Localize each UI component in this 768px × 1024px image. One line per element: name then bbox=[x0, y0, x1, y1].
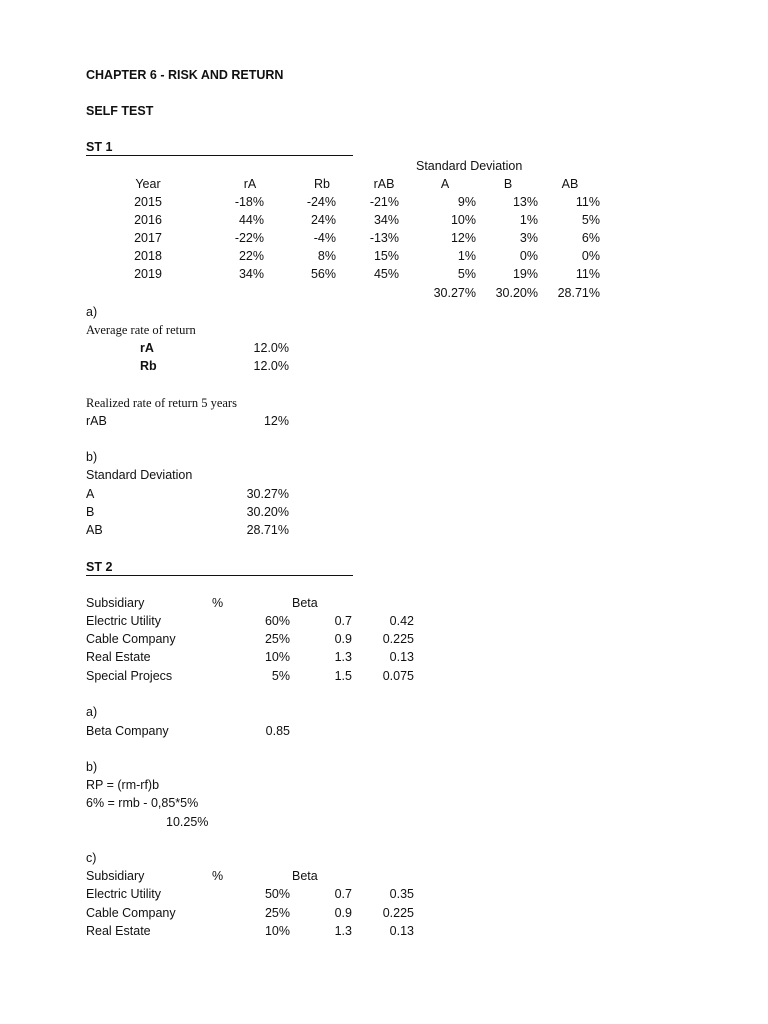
cell-subsidiary: Electric Utility bbox=[86, 887, 162, 901]
cell-subsidiary: Real Estate bbox=[86, 650, 151, 664]
st2-col-subsidiary: Subsidiary bbox=[86, 596, 145, 610]
cell-percent: 5% bbox=[271, 669, 290, 683]
list-item-value: 30.27% bbox=[246, 487, 289, 501]
beta-company-value: 0.85 bbox=[265, 724, 290, 738]
cell-percent: 50% bbox=[264, 887, 290, 901]
cell-weighted: 0.13 bbox=[389, 924, 414, 938]
cell-rab: -21% bbox=[369, 195, 399, 209]
cell-percent: 25% bbox=[264, 632, 290, 646]
avg-ra-label: rA bbox=[140, 341, 154, 355]
cell-b: 13% bbox=[512, 195, 538, 209]
cell-beta: 0.7 bbox=[334, 614, 352, 628]
cell-a: 5% bbox=[457, 267, 476, 281]
cell-beta: 1.3 bbox=[334, 924, 352, 938]
realized-return-label: Realized rate of return 5 years bbox=[86, 396, 237, 410]
st1-heading: ST 1 bbox=[86, 140, 113, 154]
formula-line-2: 6% = rmb - 0,85*5% bbox=[86, 796, 199, 810]
rab-label: rAB bbox=[86, 414, 107, 428]
cell-beta: 0.9 bbox=[334, 906, 352, 920]
list-item-value: 30.20% bbox=[246, 505, 289, 519]
cell-weighted: 0.35 bbox=[389, 887, 414, 901]
cell-ra: 34% bbox=[238, 267, 264, 281]
cell-ra: -22% bbox=[234, 231, 264, 245]
cell-year: 2015 bbox=[134, 195, 162, 209]
cell-percent: 25% bbox=[264, 906, 290, 920]
cell-rb: -4% bbox=[313, 231, 336, 245]
formula-result: 10.25% bbox=[166, 815, 209, 829]
st1-col-a: A bbox=[440, 177, 450, 191]
avg-rb-label: Rb bbox=[140, 359, 157, 373]
cell-ab: 11% bbox=[575, 195, 600, 209]
cell-subsidiary: Real Estate bbox=[86, 924, 151, 938]
std-dev-heading: Standard Deviation bbox=[416, 159, 523, 173]
cell-a: 1% bbox=[457, 249, 476, 263]
cell-percent: 10% bbox=[264, 650, 290, 664]
page-title: CHAPTER 6 - RISK AND RETURN bbox=[86, 68, 284, 82]
st1-rule bbox=[86, 155, 353, 156]
sd-label: Standard Deviation bbox=[86, 468, 193, 482]
cell-subsidiary: Electric Utility bbox=[86, 614, 162, 628]
cell-rb: 24% bbox=[310, 213, 336, 227]
avg-ra-value: 12.0% bbox=[253, 341, 289, 355]
self-test-heading: SELF TEST bbox=[86, 104, 154, 118]
cell-rab: 34% bbox=[373, 213, 399, 227]
total-b: 30.20% bbox=[495, 286, 538, 300]
cell-weighted: 0.13 bbox=[389, 650, 414, 664]
cell-rb: 56% bbox=[310, 267, 336, 281]
list-item: AB bbox=[86, 523, 103, 537]
formula-line-1: RP = (rm-rf)b bbox=[86, 778, 160, 792]
cell-subsidiary: Cable Company bbox=[86, 906, 176, 920]
rab-value: 12% bbox=[263, 414, 289, 428]
cell-b: 0% bbox=[519, 249, 538, 263]
cell-year: 2017 bbox=[134, 231, 162, 245]
st1-col-ra: rA bbox=[243, 177, 257, 191]
st1-part-a-label: a) bbox=[86, 305, 98, 319]
cell-beta: 1.5 bbox=[334, 669, 352, 683]
st1-col-rab: rAB bbox=[373, 177, 395, 191]
cell-rab: -13% bbox=[369, 231, 399, 245]
cell-ra: -18% bbox=[234, 195, 264, 209]
st2-col-beta: Beta bbox=[292, 596, 318, 610]
cell-a: 9% bbox=[457, 195, 476, 209]
cell-year: 2018 bbox=[134, 249, 162, 263]
cell-beta: 0.7 bbox=[334, 887, 352, 901]
cell-subsidiary: Cable Company bbox=[86, 632, 176, 646]
cell-rab: 15% bbox=[373, 249, 399, 263]
list-item-value: 28.71% bbox=[246, 523, 289, 537]
st1-col-year: Year bbox=[135, 177, 161, 191]
st2-col-percent: % bbox=[212, 596, 224, 610]
st2-part-b-label: b) bbox=[86, 760, 98, 774]
st1-part-b-label: b) bbox=[86, 450, 98, 464]
cell-rab: 45% bbox=[373, 267, 399, 281]
cell-year: 2016 bbox=[134, 213, 162, 227]
st2-rule bbox=[86, 575, 353, 576]
cell-weighted: 0.42 bbox=[389, 614, 414, 628]
cell-rb: -24% bbox=[306, 195, 336, 209]
total-a: 30.27% bbox=[433, 286, 476, 300]
cell-beta: 1.3 bbox=[334, 650, 352, 664]
cell-ra: 44% bbox=[238, 213, 264, 227]
total-ab: 28.71% bbox=[557, 286, 600, 300]
st2c-col-percent: % bbox=[212, 869, 224, 883]
cell-a: 10% bbox=[450, 213, 476, 227]
cell-ab: 11% bbox=[575, 267, 600, 281]
cell-ab: 0% bbox=[581, 249, 600, 263]
cell-ab: 6% bbox=[581, 231, 600, 245]
cell-rb: 8% bbox=[317, 249, 336, 263]
cell-b: 19% bbox=[512, 267, 538, 281]
cell-a: 12% bbox=[450, 231, 476, 245]
list-item: A bbox=[86, 487, 95, 501]
st1-col-ab: AB bbox=[561, 177, 579, 191]
st2-part-a-label: a) bbox=[86, 705, 98, 719]
cell-b: 1% bbox=[519, 213, 538, 227]
cell-b: 3% bbox=[519, 231, 538, 245]
st2c-col-beta: Beta bbox=[292, 869, 318, 883]
cell-beta: 0.9 bbox=[334, 632, 352, 646]
cell-percent: 10% bbox=[264, 924, 290, 938]
st2c-col-subsidiary: Subsidiary bbox=[86, 869, 145, 883]
cell-ab: 5% bbox=[581, 213, 600, 227]
list-item: B bbox=[86, 505, 95, 519]
cell-subsidiary: Special Projecs bbox=[86, 669, 173, 683]
cell-percent: 60% bbox=[264, 614, 290, 628]
st2-heading: ST 2 bbox=[86, 560, 113, 574]
st1-col-rb: Rb bbox=[314, 177, 330, 191]
avg-return-label: Average rate of return bbox=[86, 323, 196, 337]
cell-ra: 22% bbox=[238, 249, 264, 263]
cell-weighted: 0.225 bbox=[382, 632, 414, 646]
cell-weighted: 0.225 bbox=[382, 906, 414, 920]
cell-year: 2019 bbox=[134, 267, 162, 281]
beta-company-label: Beta Company bbox=[86, 724, 169, 738]
st2-part-c-label: c) bbox=[86, 851, 97, 865]
cell-weighted: 0.075 bbox=[382, 669, 414, 683]
avg-rb-value: 12.0% bbox=[253, 359, 289, 373]
st1-col-b: B bbox=[503, 177, 513, 191]
